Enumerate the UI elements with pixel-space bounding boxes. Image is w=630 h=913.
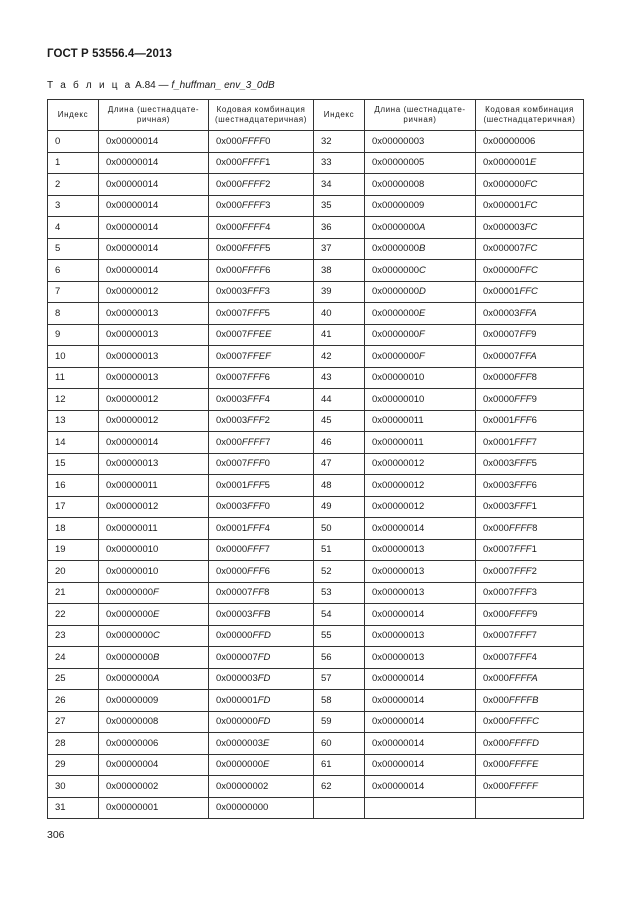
table-caption xyxy=(47,80,275,91)
table-row xyxy=(48,432,584,454)
cell-index: 61 xyxy=(314,754,365,776)
cell-length: 0x00000012 xyxy=(365,496,476,518)
cell-length: 0x00000009 xyxy=(365,195,476,217)
cell-length: 0x00000013 xyxy=(365,625,476,647)
cell-code: 0x00000006 xyxy=(476,131,584,153)
cell-length: 0x0000000F xyxy=(365,346,476,368)
cell-code: 0x00003FFB xyxy=(209,604,314,626)
cell-code: 0x0003FFF4 xyxy=(209,389,314,411)
cell-index: 50 xyxy=(314,518,365,540)
cell-code: 0x0000FFF9 xyxy=(476,389,584,411)
cell-length: 0x00000012 xyxy=(365,453,476,475)
cell-code: 0x000001FD xyxy=(209,690,314,712)
cell-index xyxy=(314,797,365,819)
cell-index: 8 xyxy=(48,303,99,325)
cell-length: 0x00000005 xyxy=(365,152,476,174)
cell-code: 0x000FFFF2 xyxy=(209,174,314,196)
cell-index: 48 xyxy=(314,475,365,497)
cell-length: 0x00000013 xyxy=(365,561,476,583)
cell-length: 0x00000003 xyxy=(365,131,476,153)
cell-code: 0x0007FFEE xyxy=(209,324,314,346)
cell-length: 0x00000012 xyxy=(99,281,209,303)
cell-index: 49 xyxy=(314,496,365,518)
caption-table-name: f_huffman_ env_3_0dB xyxy=(171,80,275,91)
cell-length: 0x00000010 xyxy=(365,367,476,389)
cell-index: 27 xyxy=(48,711,99,733)
cell-code: 0x000FFFF4 xyxy=(209,217,314,239)
cell-index: 62 xyxy=(314,776,365,798)
table-row xyxy=(48,496,584,518)
table-row xyxy=(48,690,584,712)
cell-code: 0x000001FC xyxy=(476,195,584,217)
cell-length: 0x0000000B xyxy=(99,647,209,669)
cell-length: 0x0000000A xyxy=(99,668,209,690)
cell-length: 0x0000000F xyxy=(99,582,209,604)
cell-index: 36 xyxy=(314,217,365,239)
cell-length: 0x0000000C xyxy=(99,625,209,647)
table-row xyxy=(48,410,584,432)
column-header-length: Длина (шестнадцате-ричная) xyxy=(99,100,209,131)
cell-code: 0x0007FFF5 xyxy=(209,303,314,325)
table-row xyxy=(48,647,584,669)
cell-code: 0x00007FF9 xyxy=(476,324,584,346)
cell-code: 0x000FFFF7 xyxy=(209,432,314,454)
cell-index: 16 xyxy=(48,475,99,497)
table-row xyxy=(48,625,584,647)
cell-code: 0x000FFFF1 xyxy=(209,152,314,174)
cell-index: 45 xyxy=(314,410,365,432)
cell-length: 0x00000011 xyxy=(365,410,476,432)
cell-code: 0x0003FFF5 xyxy=(476,453,584,475)
cell-code: 0x0001FFF7 xyxy=(476,432,584,454)
table-row xyxy=(48,174,584,196)
cell-code: 0x000000FC xyxy=(476,174,584,196)
cell-index: 7 xyxy=(48,281,99,303)
cell-length: 0x00000014 xyxy=(99,131,209,153)
cell-code: 0x000FFFF9 xyxy=(476,604,584,626)
cell-length: 0x00000010 xyxy=(99,539,209,561)
cell-index: 3 xyxy=(48,195,99,217)
cell-index: 60 xyxy=(314,733,365,755)
cell-length: 0x00000011 xyxy=(365,432,476,454)
cell-index: 11 xyxy=(48,367,99,389)
table-row xyxy=(48,518,584,540)
cell-code: 0x000FFFF8 xyxy=(476,518,584,540)
cell-code: 0x0007FFF0 xyxy=(209,453,314,475)
cell-length: 0x00000014 xyxy=(365,711,476,733)
cell-length: 0x00000010 xyxy=(365,389,476,411)
cell-length: 0x00000012 xyxy=(365,475,476,497)
cell-code: 0x0001FFF4 xyxy=(209,518,314,540)
cell-length: 0x0000000B xyxy=(365,238,476,260)
cell-index: 17 xyxy=(48,496,99,518)
column-header-index: Индекс xyxy=(314,100,365,131)
cell-code: 0x000FFFFF xyxy=(476,776,584,798)
column-header-index: Индекс xyxy=(48,100,99,131)
cell-code: 0x000003FD xyxy=(209,668,314,690)
cell-index: 9 xyxy=(48,324,99,346)
cell-index: 56 xyxy=(314,647,365,669)
cell-length: 0x00000014 xyxy=(99,260,209,282)
cell-index: 12 xyxy=(48,389,99,411)
cell-length: 0x0000000C xyxy=(365,260,476,282)
cell-length: 0x00000014 xyxy=(365,776,476,798)
cell-index: 47 xyxy=(314,453,365,475)
cell-length: 0x00000014 xyxy=(99,174,209,196)
cell-length: 0x00000014 xyxy=(99,195,209,217)
cell-index: 5 xyxy=(48,238,99,260)
cell-index: 44 xyxy=(314,389,365,411)
cell-code: 0x00000002 xyxy=(209,776,314,798)
page-number: 306 xyxy=(47,829,65,841)
cell-index: 19 xyxy=(48,539,99,561)
cell-code: 0x000003FC xyxy=(476,217,584,239)
cell-code: 0x000FFFF5 xyxy=(209,238,314,260)
table-row xyxy=(48,303,584,325)
cell-length: 0x00000013 xyxy=(365,582,476,604)
cell-code: 0x00007FFA xyxy=(476,346,584,368)
cell-index: 23 xyxy=(48,625,99,647)
table-row xyxy=(48,711,584,733)
caption-number: А.84 — xyxy=(135,80,172,91)
cell-code: 0x0003FFF1 xyxy=(476,496,584,518)
cell-length: 0x00000008 xyxy=(99,711,209,733)
table-row xyxy=(48,561,584,583)
cell-length: 0x00000006 xyxy=(99,733,209,755)
cell-length: 0x00000014 xyxy=(365,754,476,776)
table-row xyxy=(48,260,584,282)
column-header-code: Кодовая комбинация (шестнадцатеричная) xyxy=(476,100,584,131)
cell-index: 0 xyxy=(48,131,99,153)
table-body xyxy=(48,131,584,819)
cell-code: 0x000FFFF3 xyxy=(209,195,314,217)
cell-length: 0x00000002 xyxy=(99,776,209,798)
cell-index: 35 xyxy=(314,195,365,217)
cell-index: 21 xyxy=(48,582,99,604)
cell-code: 0x0001FFF5 xyxy=(209,475,314,497)
cell-index: 31 xyxy=(48,797,99,819)
cell-code: 0x0007FFF4 xyxy=(476,647,584,669)
cell-index: 24 xyxy=(48,647,99,669)
table-row xyxy=(48,754,584,776)
cell-index: 25 xyxy=(48,668,99,690)
table-row xyxy=(48,797,584,819)
cell-code: 0x0000FFF8 xyxy=(476,367,584,389)
table-row xyxy=(48,475,584,497)
cell-index: 6 xyxy=(48,260,99,282)
cell-code: 0x0007FFF2 xyxy=(476,561,584,583)
cell-length: 0x00000001 xyxy=(99,797,209,819)
cell-length: 0x00000011 xyxy=(99,518,209,540)
cell-code: 0x0003FFF0 xyxy=(209,496,314,518)
cell-index: 46 xyxy=(314,432,365,454)
cell-code: 0x0000000E xyxy=(209,754,314,776)
cell-code: 0x0003FFF6 xyxy=(476,475,584,497)
cell-index: 1 xyxy=(48,152,99,174)
table-header-row xyxy=(48,100,584,131)
table-row xyxy=(48,131,584,153)
cell-code: 0x0003FFF2 xyxy=(209,410,314,432)
cell-code: 0x000007FD xyxy=(209,647,314,669)
cell-length: 0x0000000E xyxy=(99,604,209,626)
cell-code: 0x000FFFFD xyxy=(476,733,584,755)
table-row xyxy=(48,389,584,411)
cell-code: 0x000FFFFB xyxy=(476,690,584,712)
huffman-table xyxy=(47,99,584,819)
cell-index: 51 xyxy=(314,539,365,561)
cell-index: 38 xyxy=(314,260,365,282)
cell-index: 42 xyxy=(314,346,365,368)
cell-index: 39 xyxy=(314,281,365,303)
cell-length: 0x0000000A xyxy=(365,217,476,239)
cell-index: 37 xyxy=(314,238,365,260)
cell-length: 0x00000014 xyxy=(365,690,476,712)
cell-code: 0x00000000 xyxy=(209,797,314,819)
cell-code: 0x0001FFF6 xyxy=(476,410,584,432)
cell-index: 59 xyxy=(314,711,365,733)
cell-code: 0x0000FFF6 xyxy=(209,561,314,583)
cell-index: 10 xyxy=(48,346,99,368)
cell-index: 18 xyxy=(48,518,99,540)
cell-length: 0x0000000D xyxy=(365,281,476,303)
cell-code: 0x000FFFF6 xyxy=(209,260,314,282)
table-row xyxy=(48,539,584,561)
cell-index: 43 xyxy=(314,367,365,389)
cell-length: 0x00000014 xyxy=(99,238,209,260)
table-row xyxy=(48,604,584,626)
cell-code: 0x00007FF8 xyxy=(209,582,314,604)
table-row xyxy=(48,367,584,389)
cell-code: 0x0000001E xyxy=(476,152,584,174)
cell-length: 0x00000013 xyxy=(99,303,209,325)
cell-length: 0x00000014 xyxy=(99,152,209,174)
table-row xyxy=(48,238,584,260)
cell-code: 0x0007FFEF xyxy=(209,346,314,368)
cell-index: 22 xyxy=(48,604,99,626)
cell-length: 0x00000013 xyxy=(365,539,476,561)
cell-index: 34 xyxy=(314,174,365,196)
cell-length: 0x00000012 xyxy=(99,410,209,432)
cell-length: 0x00000004 xyxy=(99,754,209,776)
cell-index: 55 xyxy=(314,625,365,647)
cell-length: 0x00000012 xyxy=(99,496,209,518)
cell-code: 0x000007FC xyxy=(476,238,584,260)
cell-index: 40 xyxy=(314,303,365,325)
cell-length: 0x00000009 xyxy=(99,690,209,712)
cell-index: 14 xyxy=(48,432,99,454)
cell-index: 13 xyxy=(48,410,99,432)
cell-index: 30 xyxy=(48,776,99,798)
cell-code: 0x0007FFF7 xyxy=(476,625,584,647)
cell-index: 15 xyxy=(48,453,99,475)
cell-length: 0x00000013 xyxy=(365,647,476,669)
caption-prefix: Т а б л и ц а xyxy=(47,80,133,91)
cell-code: 0x00001FFC xyxy=(476,281,584,303)
cell-length: 0x00000014 xyxy=(365,518,476,540)
cell-length: 0x00000014 xyxy=(99,217,209,239)
cell-length: 0x00000012 xyxy=(99,389,209,411)
table-row xyxy=(48,217,584,239)
cell-index: 4 xyxy=(48,217,99,239)
cell-code: 0x000FFFF0 xyxy=(209,131,314,153)
cell-code: 0x00003FFA xyxy=(476,303,584,325)
cell-code: 0x0007FFF3 xyxy=(476,582,584,604)
cell-length: 0x00000013 xyxy=(99,367,209,389)
cell-code: 0x00000FFC xyxy=(476,260,584,282)
cell-code: 0x000FFFFE xyxy=(476,754,584,776)
cell-code: 0x0003FFF3 xyxy=(209,281,314,303)
cell-index: 20 xyxy=(48,561,99,583)
cell-code: 0x0000FFF7 xyxy=(209,539,314,561)
cell-length: 0x00000013 xyxy=(99,346,209,368)
table-row xyxy=(48,152,584,174)
cell-index: 26 xyxy=(48,690,99,712)
cell-code: 0x0007FFF6 xyxy=(209,367,314,389)
table-row xyxy=(48,281,584,303)
cell-length: 0x0000000F xyxy=(365,324,476,346)
cell-index: 57 xyxy=(314,668,365,690)
cell-length: 0x00000014 xyxy=(365,668,476,690)
table-row xyxy=(48,733,584,755)
cell-code: 0x00000FFD xyxy=(209,625,314,647)
cell-length: 0x00000013 xyxy=(99,453,209,475)
table-row xyxy=(48,195,584,217)
cell-index: 53 xyxy=(314,582,365,604)
table-row xyxy=(48,324,584,346)
table-row xyxy=(48,668,584,690)
cell-index: 54 xyxy=(314,604,365,626)
cell-code: 0x000FFFFC xyxy=(476,711,584,733)
cell-length: 0x00000013 xyxy=(99,324,209,346)
cell-code: 0x0000003E xyxy=(209,733,314,755)
document-standard-title: ГОСТ Р 53556.4—2013 xyxy=(47,48,172,60)
table-row xyxy=(48,453,584,475)
cell-code: 0x000000FD xyxy=(209,711,314,733)
cell-index: 33 xyxy=(314,152,365,174)
table-row xyxy=(48,582,584,604)
cell-code xyxy=(476,797,584,819)
table-row xyxy=(48,346,584,368)
cell-length: 0x0000000E xyxy=(365,303,476,325)
column-header-code: Кодовая комбинация (шестнадцатеричная) xyxy=(209,100,314,131)
cell-index: 29 xyxy=(48,754,99,776)
cell-index: 28 xyxy=(48,733,99,755)
cell-length: 0x00000014 xyxy=(99,432,209,454)
cell-index: 41 xyxy=(314,324,365,346)
cell-index: 2 xyxy=(48,174,99,196)
cell-length: 0x00000008 xyxy=(365,174,476,196)
cell-code: 0x0007FFF1 xyxy=(476,539,584,561)
cell-index: 52 xyxy=(314,561,365,583)
cell-index: 32 xyxy=(314,131,365,153)
cell-length xyxy=(365,797,476,819)
cell-code: 0x000FFFFA xyxy=(476,668,584,690)
cell-length: 0x00000010 xyxy=(99,561,209,583)
table-row xyxy=(48,776,584,798)
cell-index: 58 xyxy=(314,690,365,712)
cell-length: 0x00000014 xyxy=(365,733,476,755)
column-header-length: Длина (шестнадцате-ричная) xyxy=(365,100,476,131)
cell-length: 0x00000011 xyxy=(99,475,209,497)
cell-length: 0x00000014 xyxy=(365,604,476,626)
